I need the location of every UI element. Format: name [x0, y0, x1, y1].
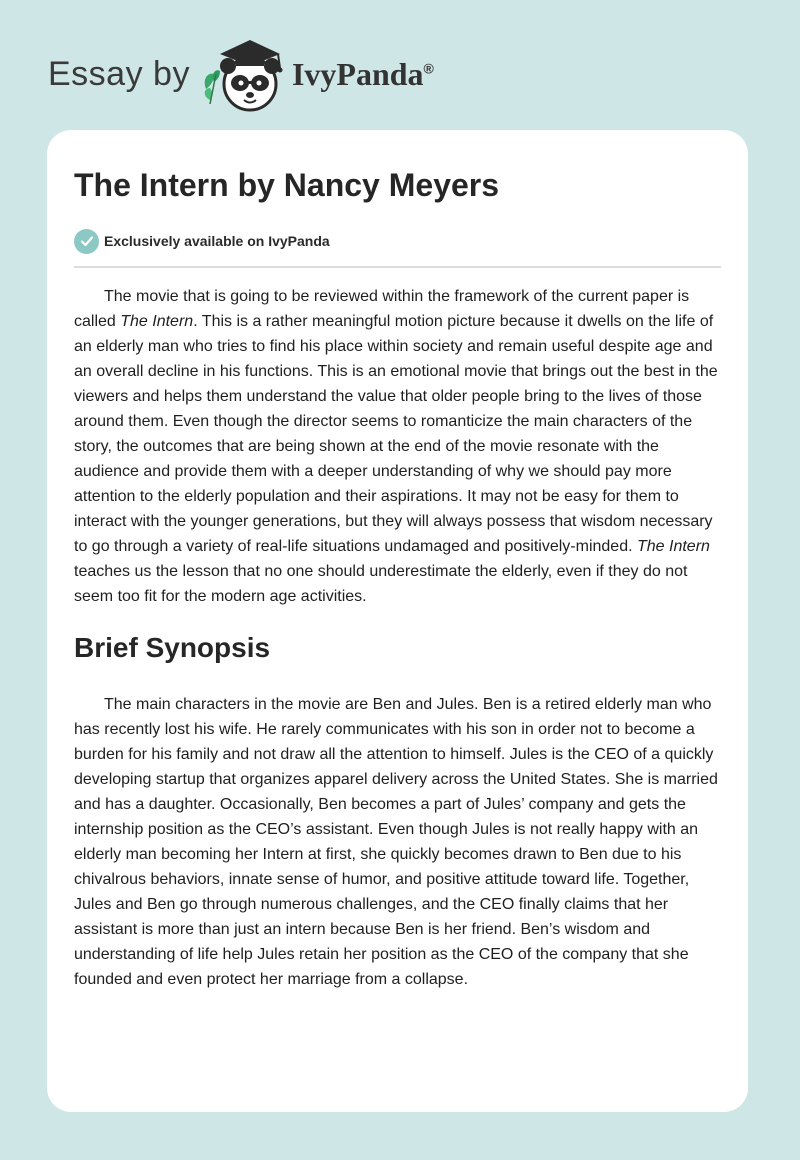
checkmark-icon [74, 229, 99, 254]
divider [74, 266, 721, 268]
section-heading-synopsis: Brief Synopsis [74, 632, 271, 663]
brand-prefix: Essay by [48, 54, 190, 93]
intro-text-1: The movie that is going to be reviewed within the framework of the current paper is called [74, 288, 690, 330]
site-header [48, 34, 434, 114]
intro-text-2: . This is a rather meaningful motion picture because it dwells on the life of an elderly man who tries to find his place within society and remain useful despite age and an overall decline in his functions. This is an emotional movie that brings out the best in the viewers and helps them understand the value that older people bring to the lives of those around them. Even though the director seems to romanticize the main characters of the story, the outcomes that are being shown at the end of the movie resonate with the audience and provide them with a deeper understanding of why we should pay more attention to the elderly population and their aspirations. It may not be easy for them to interact with the younger generations, but they will always possess that wisdom necessary to go through a variety of real-life situations undamaged and positively-minded. [74, 313, 718, 555]
exclusive-label: Exclusively available on IvyPanda [104, 233, 330, 249]
registered-mark: ® [423, 59, 434, 76]
article-card [47, 130, 748, 1112]
page-title: The Intern by Nancy Meyers [74, 167, 500, 203]
exclusive-badge [74, 228, 721, 254]
panda-logo-icon[interactable] [200, 34, 290, 114]
synopsis-paragraph: The main characters in the movie are Ben and Jules. Ben is a retired elderly man who has recently lost his wife. He rarely communicates with his son in order not to become a burden for his family and not draw all the attention to himself. Jules is the CEO of a quickly developing startup that organizes apparel delivery across the United States. She is married and has a daughter. Occasionally, Ben becomes a part of Jules’ company and gets the internship position as the CEO’s assistant. Even though Jules is not really happy with an elderly man becoming her Intern at first, she quickly becomes drawn to Ben due to his chivalrous behaviors, innate sense of humor, and positive attitude toward life. Together, Jules and Ben go through numerous challenges, and the CEO finally claims that her assistant is more than just an intern because Ben is her friend. Ben’s wisdom and understanding of life help Jules retain her position as the CEO of the company that she founded and even protect her marriage from a collapse. [74, 696, 718, 988]
intro-paragraph [74, 284, 721, 609]
movie-title-emphasis: The Intern [637, 538, 710, 555]
intro-text-3: teaches us the lesson that no one should underestimate the elderly, even if they do not seem too fit for the modern age activities. [74, 563, 688, 605]
brand-name[interactable]: IvyPanda® [291, 55, 434, 92]
movie-title-emphasis: The Intern [120, 313, 194, 330]
